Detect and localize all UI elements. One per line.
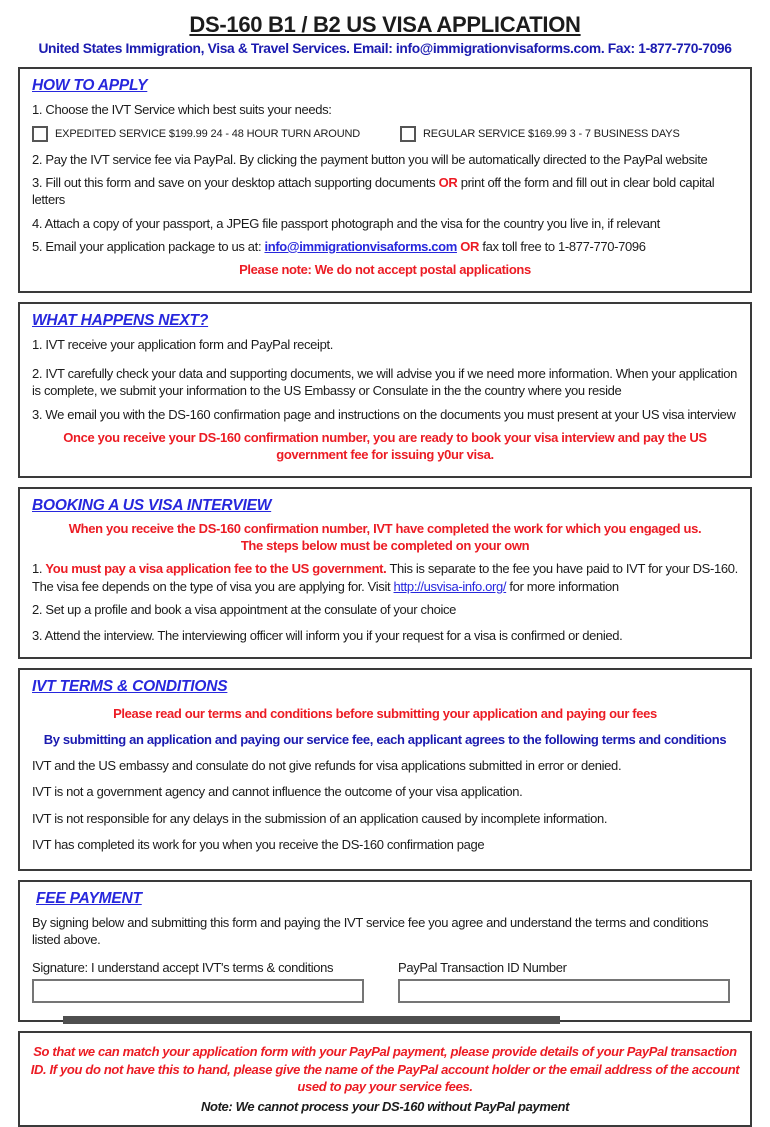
booking-heading: BOOKING A US VISA INTERVIEW bbox=[32, 497, 272, 515]
signature-input[interactable] bbox=[32, 979, 364, 1003]
step3-text-before: 3. Fill out this form and save on your desktop attach supporting documents bbox=[32, 175, 436, 191]
terms-heading: IVT TERMS & CONDITIONS bbox=[32, 677, 228, 695]
terms-red-note: Please read our terms and conditions before submitting your application and paying our fees bbox=[113, 705, 657, 721]
paypal-note-red-text: So that we can match your application form with your PayPal payment, please provide details of your PayPal transaction ID. If you do not have this to hand, please give the name of the PayPal account holder or the email address of the account used to pay your service fees. bbox=[30, 1044, 740, 1095]
terms-item-2: IVT is not a government agency and cannot influence the outcome of your visa application. bbox=[32, 784, 523, 800]
fee-payment-body: By signing below and submitting this form and paying the IVT service fee you agree and understand the terms and conditions listed above. bbox=[32, 914, 709, 948]
booking-step2: 2. Set up a profile and book a visa appointment at the consulate of your choice bbox=[32, 601, 457, 617]
section-what-happens-next bbox=[18, 302, 752, 478]
page-subtitle: United States Immigration, Visa & Travel Services. Email: info@immigrationvisaforms.com. Fax: 1-877-770-7096 bbox=[38, 41, 732, 56]
terms-item-4: IVT has completed its work for you when you receive the DS-160 confirmation page bbox=[32, 836, 485, 852]
page-title: DS-160 B1 / B2 US VISA APPLICATION bbox=[189, 12, 581, 37]
service-options-row bbox=[32, 126, 738, 142]
regular-service-option[interactable] bbox=[400, 126, 680, 142]
usvisa-info-link[interactable]: http://usvisa-info.org/ bbox=[393, 578, 507, 594]
section-terms-conditions bbox=[18, 668, 752, 871]
step3-text-after: print off the form and fill out in clear bold capital letters bbox=[32, 175, 715, 208]
next-page-edge bbox=[63, 1016, 560, 1024]
booking-red-note-2: The steps below must be completed on your own bbox=[240, 538, 530, 554]
terms-blue-note: By submitting an application and paying our service fee, each applicant agrees to the following terms and conditions bbox=[43, 732, 727, 748]
postal-note: Please note: We do not accept postal applications bbox=[239, 261, 531, 277]
paypal-id-column bbox=[398, 960, 730, 1003]
what-happens-next-heading: WHAT HAPPENS NEXT? bbox=[32, 312, 209, 330]
terms-item-3: IVT is not responsible for any delays in the submission of an application caused by incomplete information. bbox=[32, 810, 608, 826]
fee-payment-heading: FEE PAYMENT bbox=[36, 889, 142, 907]
how-to-apply-step5 bbox=[32, 238, 738, 255]
step5-text-after: fax toll free to 1-877-770-7096 bbox=[482, 238, 646, 254]
booking-step1-mid: This is separate to the fee you have paid to IVT for your DS-160. The visa fee depends on the type of visa you are applying for. Visit bbox=[32, 561, 738, 594]
how-to-apply-step1: 1. Choose the IVT Service which best suits your needs: bbox=[32, 102, 332, 117]
section-paypal-note bbox=[18, 1031, 752, 1127]
what-happens-next-step1: 1. IVT receive your application form and PayPal receipt. bbox=[32, 337, 333, 353]
expedited-service-label: EXPEDITED SERVICE $199.99 24 - 48 HOUR TURN AROUND bbox=[55, 128, 361, 141]
expedited-service-option[interactable] bbox=[32, 126, 400, 142]
step5-or: OR bbox=[460, 238, 480, 254]
section-booking-interview bbox=[18, 487, 752, 659]
booking-step1-after: for more information bbox=[509, 578, 619, 594]
booking-step1 bbox=[32, 560, 738, 594]
paypal-note-black-text: Note: We cannot process your DS-160 without PayPal payment bbox=[200, 1098, 570, 1114]
regular-service-checkbox[interactable] bbox=[400, 126, 416, 142]
how-to-apply-step3 bbox=[32, 174, 738, 208]
booking-red-note-1: When you receive the DS-160 confirmation number, IVT have completed the work for which you engaged us. bbox=[68, 521, 702, 537]
how-to-apply-heading: HOW TO APPLY bbox=[32, 77, 148, 94]
what-happens-next-step3: 3. We email you with the DS-160 confirmation page and instructions on the documents you must present at your US visa interview bbox=[32, 406, 736, 422]
what-happens-next-step2: 2. IVT carefully check your data and supporting documents, we will advise you if we need more information. When your application is complete, we submit your information to the US Embassy or Consulate in the the country where you reside bbox=[32, 366, 738, 399]
booking-step1-red: You must pay a visa application fee to the US government. bbox=[45, 561, 387, 577]
confirmation-note: Once you receive your DS-160 confirmation number, you are ready to book your visa interview and pay the US government fee for issuing y0ur visa. bbox=[63, 429, 707, 462]
section-fee-payment bbox=[18, 880, 752, 1022]
terms-item-1: IVT and the US embassy and consulate do not give refunds for visa applications submitted in error or denied. bbox=[32, 758, 622, 774]
paypal-id-input[interactable] bbox=[398, 979, 730, 1003]
booking-step3: 3. Attend the interview. The interviewing officer will inform you if your request for a visa is confirmed or denied. bbox=[32, 627, 623, 643]
signature-column bbox=[32, 960, 364, 1003]
expedited-service-checkbox[interactable] bbox=[32, 126, 48, 142]
how-to-apply-step2: 2. Pay the IVT service fee via PayPal. By clicking the payment button you will be automatically directed to the PayPal website bbox=[32, 152, 708, 168]
section-how-to-apply bbox=[18, 67, 752, 293]
how-to-apply-step4: 4. Attach a copy of your passport, a JPEG file passport photograph and the visa for the country you live in, if relevant bbox=[32, 215, 660, 231]
signature-row bbox=[32, 960, 738, 1003]
booking-step1-number: 1. bbox=[32, 561, 43, 577]
step5-text-before: 5. Email your application package to us at: bbox=[32, 238, 262, 254]
signature-label: Signature: I understand accept IVT's terms & conditions bbox=[32, 960, 334, 976]
email-link[interactable]: info@immigrationvisaforms.com bbox=[264, 238, 457, 254]
paypal-id-label: PayPal Transaction ID Number bbox=[398, 960, 567, 976]
step3-or: OR bbox=[438, 175, 458, 191]
regular-service-label: REGULAR SERVICE $169.99 3 - 7 BUSINESS DAYS bbox=[423, 128, 680, 141]
